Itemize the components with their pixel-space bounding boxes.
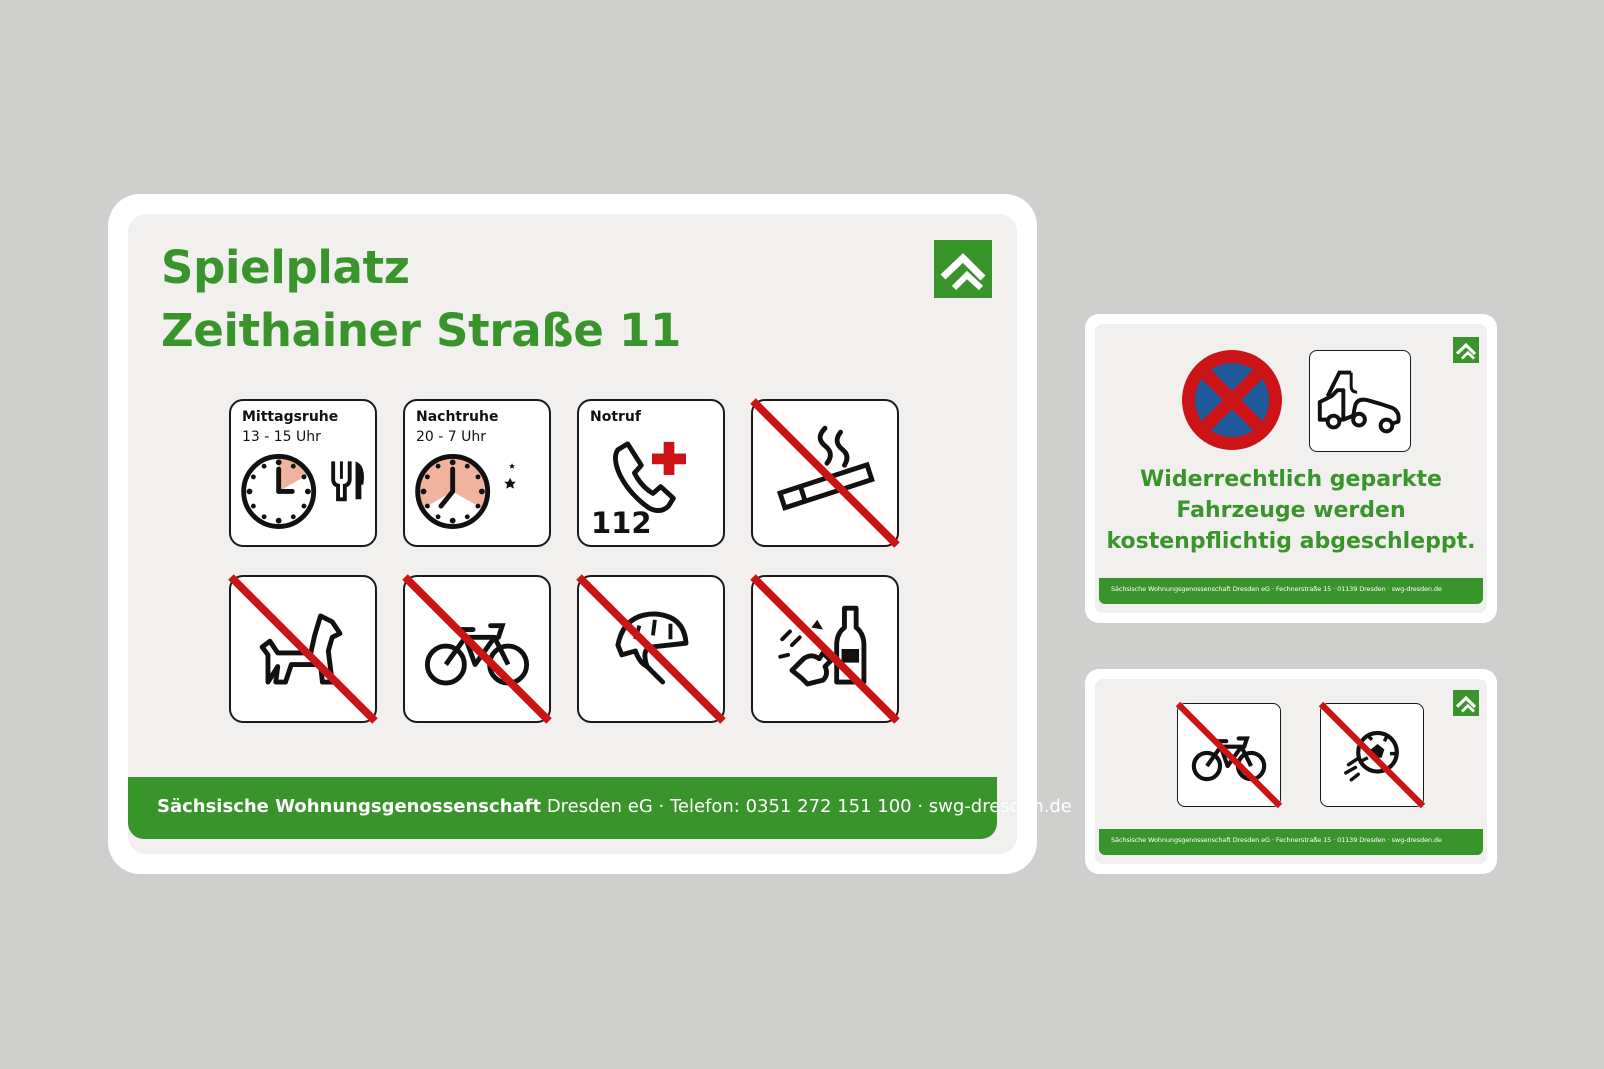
footer-contact-details: Dresden eG · Telefon: 0351 272 151 100 · swg-dresden.de [541,796,1072,817]
no-bicycles-icon [1178,704,1280,806]
swg-logo-icon [1453,690,1479,716]
tile-no-glass [751,575,899,723]
clock-moon-icon [405,401,549,545]
tile-notruf [577,399,725,547]
tile-mittagsruhe-time: 13 - 15 Uhr [242,429,321,445]
playground-sign [108,194,1072,874]
tile-no-helmet [577,575,725,723]
playground-sign-footer [128,777,1072,839]
bike-ball-sign-panel [1095,679,1487,864]
parking-sign-footer [1099,578,1483,604]
footer-org-name: Sächsische Wohnungsgenossenschaft [157,796,542,817]
bike-ball-footer-text: Sächsische Wohnungsgenossenschaft Dresden eG · Fechnerstraße 15 · 01139 Dresden · swg-dresden.de [1111,836,1442,844]
swg-logo-icon [1453,337,1479,363]
swg-logo-icon [934,240,992,298]
tile-no-smoking [751,399,899,547]
bike-ball-sign-footer [1099,829,1483,855]
tow-truck-tile [1309,350,1411,452]
sign-title-line1: Spielplatz [161,241,410,294]
tile-mittagsruhe-label: Mittagsruhe [242,409,339,425]
no-stopping-sign-icon [1179,347,1285,453]
tile-mittagsruhe [229,399,377,547]
parking-sign-panel [1095,324,1487,613]
tile-nachtruhe-label: Nachtruhe [416,409,499,425]
tile-no-bicycles-small [1177,703,1281,807]
tile-nachtruhe-time: 20 - 7 Uhr [416,429,486,445]
tile-nachtruhe [403,399,551,547]
tile-no-bicycles [403,575,551,723]
tile-no-dogs [229,575,377,723]
clock-cutlery-icon [231,401,375,545]
parking-sign [1085,314,1497,623]
tow-truck-icon [1310,351,1410,451]
no-ball-games-icon [1321,704,1423,806]
bike-ball-sign [1085,669,1497,874]
no-helmet-icon [579,577,723,721]
tile-no-ball-games [1320,703,1424,807]
towing-message-line1: Widerrechtlich geparkte [1140,467,1442,492]
tile-notruf-label: Notruf [590,409,641,425]
sign-title-line2: Zeithainer Straße 11 [161,304,681,357]
towing-message-line2: Fahrzeuge werden [1176,498,1406,523]
tile-notruf-number: 112 [591,506,652,540]
no-bicycles-icon [405,577,549,721]
no-glass-bottles-icon [753,577,897,721]
no-smoking-icon [753,401,897,545]
footer-contact-text [157,798,1072,816]
no-dogs-icon [231,577,375,721]
parking-footer-text: Sächsische Wohnungsgenossenschaft Dresden eG · Fechnerstraße 15 · 01139 Dresden · swg-dresden.de [1111,585,1442,593]
towing-message-line3: kostenpflichtig abgeschleppt. [1106,529,1476,554]
playground-sign-panel [128,214,1072,854]
phone-cross-icon [579,401,723,545]
